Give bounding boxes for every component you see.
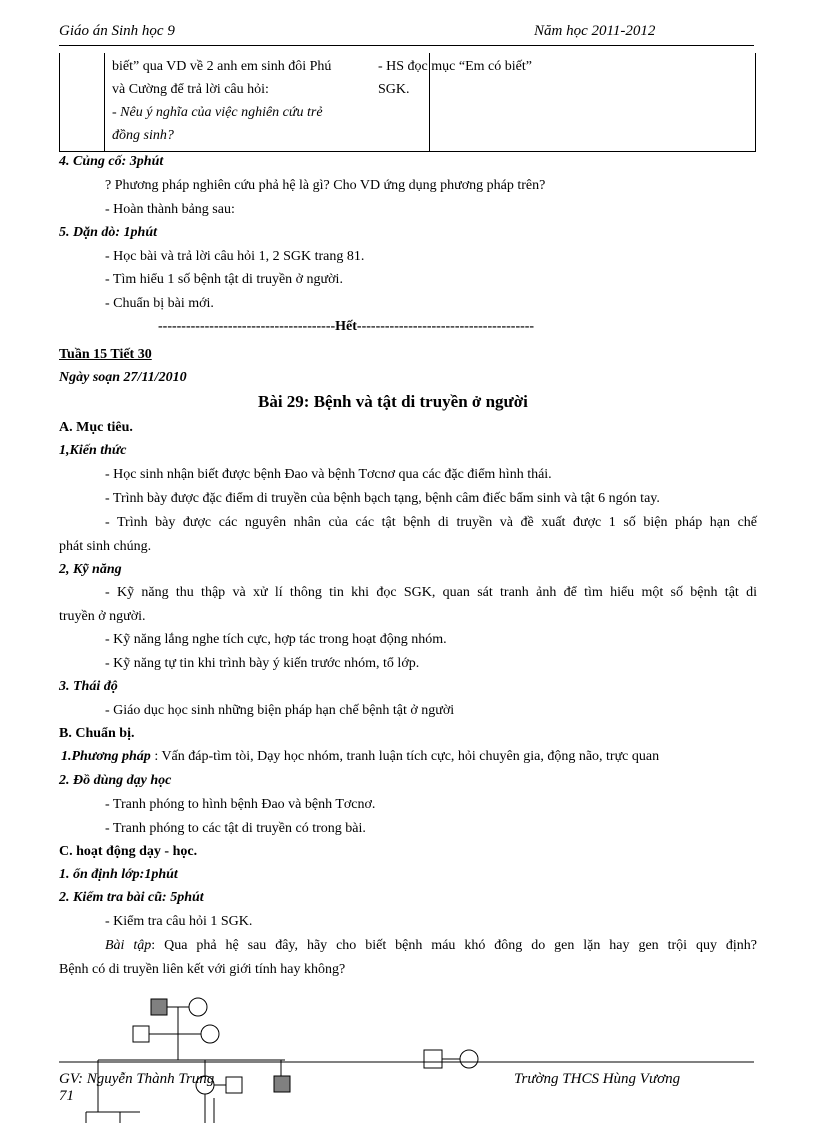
step-1: 1. ổn định lớp:1phút — [59, 867, 178, 882]
knowledge-paragraph-cont: phát sinh chúng. — [59, 539, 152, 554]
attitude-line: - Giáo dục học sinh những biện pháp hạn chế bệnh tật ở người — [105, 703, 455, 718]
pedigree-female — [201, 1025, 219, 1043]
pedigree-male — [133, 1026, 149, 1042]
tools-line: - Tranh phóng to các tật di truyền có trong bài. — [105, 821, 366, 836]
section-b-title: B. Chuẩn bị. — [59, 726, 135, 741]
method-text: : Vấn đáp-tìm tòi, Dạy học nhóm, tranh luận tích cực, hỏi chuyên gia, động não, trực quan — [150, 749, 660, 764]
method-label: 1.Phương pháp — [61, 749, 151, 764]
step-2: 2. Kiểm tra bài cũ: 5phút — [59, 890, 204, 905]
section-c-title: C. hoạt động dạy - học. — [59, 844, 198, 859]
section-5-line: - Học bài và trả lời câu hỏi 1, 2 SGK trang 81. — [105, 249, 365, 264]
pedigree-female — [460, 1050, 478, 1068]
section-4-line: ? Phương pháp nghiên cứu phả hệ là gì? Cho VD ứng dụng phương pháp trên? — [105, 178, 546, 193]
skills-paragraph-cont: truyền ở người. — [59, 609, 146, 624]
header-left: Giáo án Sinh học 9 — [59, 23, 175, 39]
exercise-text: : Qua phả hệ sau đây, hãy cho biết bệnh máu khó đông do gen lặn hay gen trội quy định? — [151, 938, 757, 953]
footer-right: Trường THCS Hùng Vương — [514, 1071, 681, 1087]
section-4-title: 4. Củng cố: 3phút — [59, 154, 164, 169]
skills-paragraph: - Kỹ năng thu thập và xử lí thông tin khi đọc SGK, quan sát tranh ảnh để tìm hiểu một số bệnh tật di — [105, 585, 757, 600]
check-line: - Kiểm tra câu hỏi 1 SGK. — [105, 914, 253, 929]
exercise-label: Bài tập — [105, 938, 152, 953]
skills-line: - Kỹ năng lắng nghe tích cực, hợp tác trong hoạt động nhóm. — [105, 632, 447, 647]
footer-page-number: 71 — [59, 1088, 74, 1104]
knowledge-paragraph: - Trình bày được các nguyên nhân của các tật bệnh di truyền và đề xuất được 1 số biện pháp hạn chế — [105, 515, 757, 530]
header-right: Năm học 2011-2012 — [534, 23, 656, 39]
end-divider: --------------------------------------Hết-------------------------------------- — [158, 319, 535, 334]
table-cell-teacher: biết” qua VD về 2 anh em sinh đôi Phú và Cường để trả lời câu hỏi: - Nêu ý nghĩa của việc nghiên cứu trẻ đồng sinh? — [112, 59, 332, 143]
knowledge-line: - Trình bày được đặc điểm di truyền của bệnh bạch tạng, bệnh câm điếc bẩm sinh và tật 6 ngón tay. — [105, 491, 660, 506]
pedigree-affected-male — [151, 999, 167, 1015]
pedigree-affected-male — [274, 1076, 290, 1092]
footer-left: GV: Nguyễn Thành Trung — [59, 1071, 215, 1087]
skills-line: - Kỹ năng tự tin khi trình bày ý kiến trước nhóm, tổ lớp. — [105, 656, 420, 671]
tools-line: - Tranh phóng to hình bệnh Đao và bệnh Tơcnơ. — [105, 797, 376, 812]
section-4-line: - Hoàn thành bảng sau: — [105, 202, 235, 217]
knowledge-title: 1,Kiến thức — [59, 443, 127, 458]
table-cell-student: - HS đọc mục “Em có biết” SGK. — [378, 59, 532, 97]
pedigree-male — [226, 1077, 242, 1093]
section-5-line: - Tìm hiểu 1 số bệnh tật di truyền ở người. — [105, 272, 343, 287]
tools-title: 2. Đồ dùng dạy học — [59, 773, 172, 788]
section-5-line: - Chuẩn bị bài mới. — [105, 296, 214, 311]
attitude-title: 3. Thái độ — [59, 679, 118, 694]
section-a-title: A. Mục tiêu. — [59, 420, 133, 435]
knowledge-line: - Học sinh nhận biết được bệnh Đao và bệnh Tơcnơ qua các đặc điểm hình thái. — [105, 467, 552, 482]
lesson-title: Bài 29: Bệnh và tật di truyền ở người — [258, 392, 528, 411]
lesson-date: Ngày soạn 27/11/2010 — [59, 370, 187, 385]
lesson-week: Tuần 15 Tiết 30 — [59, 347, 152, 362]
section-5-title: 5. Dặn dò: 1phút — [59, 225, 158, 240]
pedigree-female — [189, 998, 207, 1016]
skills-title: 2, Kỹ năng — [59, 562, 122, 577]
exercise-paragraph-cont: Bệnh có di truyền liên kết với giới tính hay không? — [59, 962, 346, 977]
pedigree-male — [424, 1050, 442, 1068]
